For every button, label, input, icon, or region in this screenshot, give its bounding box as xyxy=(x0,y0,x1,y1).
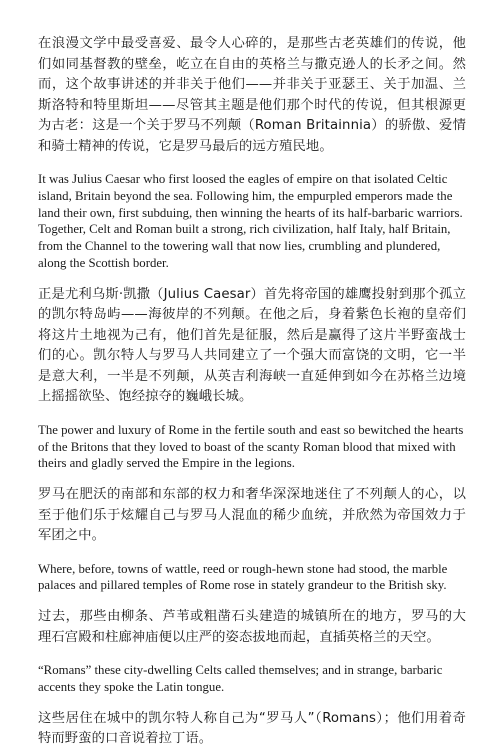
paragraph-zh-1: 在浪漫文学中最受喜爱、最令人心碎的，是那些古老英雄们的传说，他们如同基督教的壁垒，屹立在自由的英格兰与撒克逊人的长矛之间。然而，这个故事讲述的并非关于他们——并非关于亚瑟王、关于加温、兰斯洛特和特里斯坦——尽管其主题是他们那个时代的传说，但其根源更为古老：这是一个关于罗马不列颠（Roman Britainnia）的骄傲、爱情和骑士精神的传说，它是罗马最后的远方殖民地。 xyxy=(38,36,466,154)
paragraph-en-2: The power and luxury of Rome in the fertile south and east so bewitched the hearts of the Britons that they loved to boast of the scanty Roman blood that mixed with theirs and gladly served the Empire in the legions. xyxy=(38,422,464,471)
paragraph-en-1: It was Julius Caesar who first loosed the eagles of empire on that isolated Celtic island, Britain beyond the sea. Following him, the empurpled emperors made the land their own, first subduing, then winning the hearts of its half-barbaric warriors. Together, Celt and Roman built a strong, rich civilization, half Italy, half Britain, from the Channel to the towering wall that now lies, crumbling and plundered, along the Scottish border. xyxy=(38,172,463,270)
paragraph-zh-5: 这些居住在城中的凯尔特人称自己为“罗马人”（Romans）；他们用着奇特而野蛮的口音说着拉丁语。 xyxy=(38,710,466,747)
paragraph-en-4: “Romans” these city-dwelling Celts called themselves; and in strange, barbaric accents they spoke the Latin tongue. xyxy=(38,663,443,695)
paragraph-zh-2: 正是尤利乌斯·凯撒（Julius Caesar）首先将帝国的雄鹰投射到那个孤立的凯尔特岛屿——海彼岸的不列颠。在他之后，身着紫色长袍的皇帝们将这片土地视为己有，他们首先是征服，然后是赢得了这片半野蛮战士们的心。凯尔特人与罗马人共同建立了一个强大而富饶的文明，它一半是意大利，一半是不列颠，从英吉利海峡一直延伸到如今在苏格兰边境上摇摇欲坠、饱经掠夺的巍峨长城。 xyxy=(38,286,466,405)
bilingual-document xyxy=(38,34,466,750)
paragraph-zh-3: 罗马在肥沃的南部和东部的权力和奢华深深地迷住了不列颠人的心，以至于他们乐于炫耀自己与罗马人混血的稀少血统，并欣然为帝国效力于军团之中。 xyxy=(38,487,466,544)
paragraph-en-3: Where, before, towns of wattle, reed or rough-hewn stone had stood, the marble palaces and pillared temples of Rome rose in stately grandeur to the British sky. xyxy=(38,561,448,593)
paragraph-zh-4: 过去，那些由柳条、芦苇或粗凿石头建造的城镇所在的地方，罗马的大理石宫殿和柱廊神庙便以庄严的姿态拔地而起，直插英格兰的天空。 xyxy=(38,609,466,645)
